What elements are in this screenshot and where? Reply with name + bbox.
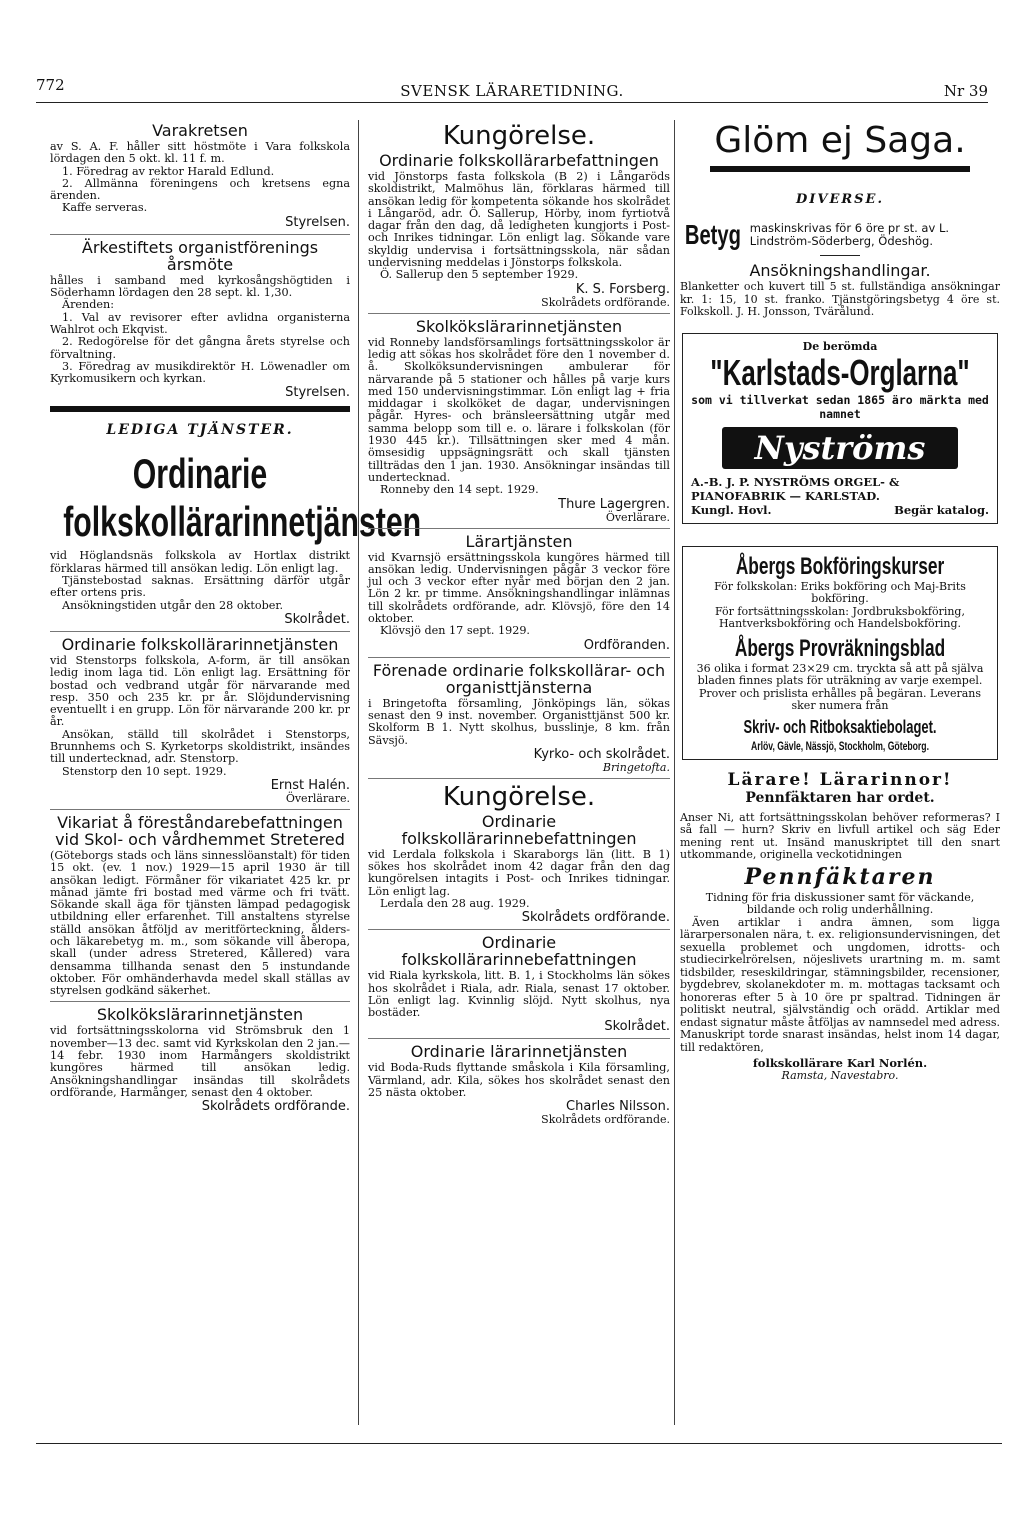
text: Ö. Sallerup den 5 september 1929.	[380, 268, 579, 282]
text: Anser Ni, att fortsättningsskolan behöver reformeras? I så fall — hurn? Skriv en livfull artikel och säg Eder mening rent ut. Insänd manuskriptet till den snart utkommande, originella veckotidningen	[680, 810, 1000, 861]
signature: Charles Nilsson.	[566, 1099, 670, 1115]
rule	[820, 255, 860, 256]
text: Blanketter och kuvert till 5 st. fullständiga ansökningar kr. 1: 15, 10 st. franko. Tjänstgöringsbetyg 4 öre st. Folkskoll. J. H. Jonsson, Tvärålund.	[680, 280, 1000, 318]
notice-bodaruds	[368, 1043, 670, 1126]
text: vid Lerdala folkskola i Skaraborgs län (litt. B 1) sökes hos skolrådet inom 42 dagar från den dag kungörelsen intagits i Post- och Inrikes tidningar. Lön enligt lag.	[368, 847, 670, 898]
subheading: Ordinarie folkskollärarbefattningen	[379, 151, 659, 170]
subheading: Ordinarie folkskollärarinnebefattningen	[401, 811, 637, 848]
text: 2. Redogörelse för det gångna årets styrelse och förvaltning.	[50, 335, 350, 361]
heading: Kungörelse.	[442, 781, 596, 812]
text: A.-B. J. P. NYSTRÖMS ORGEL- & PIANOFABRIK — KARLSTAD.	[691, 474, 900, 503]
text: vid Ronneby landsförsamlings fortsättningsskolor är ledig att sökas hos skolrådet före den 1 november d. å. Skolköksundervisningen ambulerar för närvarande på 5 stationer och hålles på varje kurs med 150 undervisningstimmar. Lön enligt lag + fria middagar i skolköket de dagar, undervisningen pågår. Hyres- och bränsleersättning utgår med samma belopp som till e. o. lärare i folkskolan (för 1930 445 kr.). Tillsättningen sker med 4 mån. ömsesidig uppsägningsrätt och skall tjänsten tillträdas den 1 jan. 1930. Ansökningar insändas till undertecknad.	[368, 335, 670, 484]
heading: Förenade ordinarie folkskollärar- och organisttjänsterna	[372, 660, 666, 697]
issue-number: Nr 39	[943, 82, 988, 100]
text: De berömda	[802, 339, 878, 353]
signature: Ordföranden.	[583, 637, 670, 653]
heading: Åbergs Bokföringskurser	[735, 552, 945, 580]
signature: folkskollärare Karl Norlén.	[752, 1056, 928, 1070]
signature: Skolrådet.	[604, 1019, 670, 1035]
text: vid Jönstorps fasta folkskola (B 2) i Långaröds skoldistrikt, Malmöhus län, förklaras härmed till ansökan ledig för kompetenta sökande hos skolrådet i Långaröd, adr. Ö. Sallerup, Hörby, inom fyrtiotvå dagar från den dag, då ledigheten kungjorts i Post- och Inrikes tidningar. Lön enligt lag. Sökande vare skyldig undervisa i fortsättningsskola, när sådan undervisning meddelas i Jönstorps folkskola.	[368, 170, 670, 270]
text: Kaffe serveras.	[62, 201, 148, 215]
heading: Ordinarie folkskollärarinnetjänsten	[61, 634, 339, 654]
notice-bringetofta	[368, 662, 670, 779]
text: Prover och prislista erhålles på begäran. Leverans sker numera från	[698, 686, 982, 712]
text: hålles i samband med kyrkosångshögtiden i Söderhamn lördagen den 28 sept. kl. 1,30.	[50, 273, 350, 300]
text: Ärenden:	[62, 298, 115, 312]
signature: K. S. Forsberg.	[575, 281, 670, 297]
text: För fortsättningsskolan: Jordbruksbokföring, Hantverksbokföring och Handelsbokföring.	[715, 604, 965, 630]
heading: Pennfäktaren har ordet.	[745, 789, 935, 806]
heading: Varakretsen	[152, 121, 248, 140]
text: vid fortsättningsskolorna vid Strömsbruk den 1 november—13 dec. samt vid Kyrkskolan den 2 jan.—14 febr. 1930 inom Harmångers skoldistrikt kungöres härmed till ansökan ledig. Ansökningshandlingar insändas till skolrådets ordförande, Harmånger, senast den 4 oktober.	[50, 1024, 350, 1099]
notice-varakretsen	[50, 122, 350, 235]
heading: Skolkökslärarinnetjänsten	[415, 316, 623, 336]
notice-kvarnsjo	[368, 533, 670, 658]
text: Lerdala den 28 aug. 1929.	[380, 896, 530, 910]
section-rule	[50, 406, 350, 412]
notice-hogland	[50, 450, 422, 631]
heading: Åbergs Provräkningsblad	[734, 634, 946, 662]
column-1	[50, 120, 422, 1115]
signature-place: Ramsta, Navestabro.	[781, 1069, 899, 1082]
text: som vi tillverkat sedan 1865 äro märkta med namnet	[691, 392, 989, 421]
orgel-name: "Karlstads-Orglarna"	[710, 351, 970, 393]
saga-ad: Glöm ej Saga.	[714, 120, 966, 161]
text: av S. A. F. håller sitt höstmöte i Vara folkskola lördagen den 5 okt. kl. 11 f. m.	[50, 140, 350, 166]
signature: Skolrådets ordförande.	[201, 1099, 350, 1115]
signature: Kyrko- och skolrådet.	[533, 746, 670, 762]
text: Begär katalog.	[894, 502, 989, 517]
text: vid Stenstorps folkskola, A-form, är till ansökan ledig inom laga tid. Lön enligt lag. Ersättning för bostad och vedbrand utgår för närvarande med resp. 350 och 235 kr. pr år. Slöjdundervisning eventuellt i en grupp. Lön för närvarande 200 kr. pr år.	[50, 653, 350, 729]
column-3	[680, 120, 1000, 1082]
text: vid Riala kyrkskola, litt. B. 1, i Stockholms län sökes hos skolrådet i Riala, adr. Riala, senast 17 oktober. Lön enligt lag. Kvinnlig slöjd. Nytt skolhus, nya bostäder.	[368, 969, 670, 1020]
notice-stretered	[50, 814, 350, 1003]
heading: Lärartjänsten	[465, 531, 573, 551]
page-number: 772	[36, 76, 65, 94]
text: vid Boda-Ruds flyttande småskola i Kila församling, Värmland, adr. Kila, sökes hos skolrådet senast den 25 nästa oktober.	[368, 1061, 670, 1100]
text: Arlöv, Gävle, Nässjö, Stockholm, Göteborg.	[751, 738, 929, 753]
notice-stenstorp	[50, 636, 350, 810]
page-header	[36, 76, 988, 103]
section-title: LEDIGA TJÄNSTER.	[106, 422, 294, 439]
betyg-ad	[680, 221, 1000, 249]
heading: Kungörelse.	[442, 121, 596, 151]
signature-place: Bringetofta.	[602, 760, 670, 774]
text: 3. Föredrag av musikdirektör H. Löwenadler om Kyrkomusikern och kyrkan.	[50, 359, 350, 386]
text: vid Kvarnsjö ersättningsskola kungöres härmed till ansökan ledig. Undervisningen pågår 3 veckor före jul och 3 veckor efter nyår med början den 2 jan. Lön 2 kr. pr timme. Ansökningshandlingar inlämnas till skolrådets ordförande, adr. Klövsjö, före den 14 oktober.	[368, 550, 670, 626]
rule	[710, 166, 970, 172]
signature-title: Överlärare.	[285, 791, 350, 805]
pennfaktaren-ad	[680, 770, 1000, 1083]
notice-arkestiftet	[50, 239, 350, 401]
text: Stenstorp den 10 sept. 1929.	[62, 764, 227, 778]
text: vid Höglandsnäs folkskola av Hortlax distrikt förklaras härmed till ansökan ledig. Lön enligt lag.	[50, 549, 350, 575]
notice-jonstorp	[368, 122, 670, 314]
text: Även artiklar i andra ämnen, som ligga lärarpersonalen nära, t. ex. religionsundervisningen, det sexuella problemet och ungdomen, idrotts- och studiecirkelrörelsen, nöjeslivets urartning m. m. samt tidsbilder, reseskildringar, stämningsbilder, recensioner, bygdebrev, skolanekdoter m. m. mottagas tacksamt och honoreras efter 5 à 10 öre pr spaltrad. Tidningen är politiskt neutral, självständig och orädd. Artiklar med endast signatur måste åtföljas av namnsedel med adress. Manuskript torde snarast insändas, helst inom 14 dagar, till redaktören,	[680, 915, 1001, 1054]
signature-title: Skolrådets ordförande.	[541, 1113, 670, 1127]
text: Tidning för fria diskussioner samt för väckande, bildande och rolig underhållning.	[705, 890, 975, 916]
nystroms-logo: Nyströms	[722, 427, 958, 469]
signature-title: Överlärare.	[605, 510, 670, 524]
text: Ansökan, ställd till skolrådet i Stenstorps, Brunnhems och S. Kyrketorps skoldistrikt, insändes till undertecknad, adr. Stenstorp.	[50, 727, 350, 766]
betyg-text: maskinskrivas för 6 öre pr st. av L. Lindström-Söderberg, Ödeshög.	[749, 221, 950, 248]
pennfaktaren-logo: Pennfäktaren	[744, 863, 936, 890]
heading: Ordinarie folkskollärarinnebefattningen	[401, 933, 637, 970]
text: 1. Föredrag av rektor Harald Edlund.	[62, 164, 275, 178]
text: (Göteborgs stads och läns sinnesslöanstalt) för tiden 15 okt. (ev. 1 nov.) 1929—15 april 1930 är till ansökan ledigt. Förmåner för vikariatet 425 kr. pr månad jämte fri bostad med värme och fri tvätt. Sökande skall äga för tjänsten lämpad pedagogisk utbildning eller erfarenhet. Till anstaltens styrelse ställd ansökan åtföljd av meritförteckning, ålders- och läkarebetyg m. m., som sökande vill åberopa, skall (under adress Stretered, Kållered) vara densamma tillhanda senast den 5 instundande oktober. För omhänderhavda medel skall ställas av styrelsen godkänd säkerhet.	[50, 848, 350, 998]
signature: Thure Lagergren.	[558, 496, 670, 512]
signature: Skolrådets ordförande.	[521, 910, 670, 926]
notice-riala	[368, 934, 670, 1039]
text: Klövsjö den 17 sept. 1929.	[380, 624, 530, 638]
heading: Ordinarie lärarinnetjänsten	[410, 1042, 628, 1062]
heading: Skriv- och Ritboksaktiebolaget.	[743, 716, 937, 737]
text: 36 olika i format 23×29 cm. tryckta så att på själva bladen finnes plats för uträkning av varje exempel.	[696, 661, 984, 687]
heading: Vikariat å föreståndarebefattningen vid Skol- och vårdhemmet Stretered	[55, 812, 345, 849]
text: För folkskolan: Eriks bokföring och Maj-Brits bokföring.	[714, 579, 966, 605]
orgel-ad	[682, 333, 998, 524]
signature: Skolrådet.	[284, 611, 350, 627]
text: Tjänstebostad saknas. Ersättning därför utgår efter ortens pris.	[50, 574, 350, 600]
newspaper-title: SVENSK LÄRARETIDNING.	[400, 82, 624, 100]
heading: Skolkökslärarinnetjänsten	[96, 1005, 304, 1025]
heading: Ansökningshandlingar.	[749, 261, 931, 280]
notice-lerdala	[368, 783, 670, 930]
text: Ansökningstiden utgår den 28 oktober.	[62, 598, 284, 612]
text: i Bringetofta församling, Jönköpings län, sökas senast den 9 inst. november. Organisttjänst 500 kr. Skolform B 1. Nytt skolhus, busslinje, 8 km. från Sävsjö.	[368, 696, 670, 747]
text: 1. Val av revisorer efter avlidna organisterna Wahlrot och Ekqvist.	[50, 310, 350, 336]
aberg-ad	[682, 546, 998, 760]
text: 2. Allmänna föreningens och kretsens egna ärenden.	[50, 176, 350, 203]
text: Ronneby den 14 sept. 1929.	[380, 483, 539, 497]
heading: Lärare! Lärarinnor!	[727, 769, 953, 790]
bottom-rule	[36, 1443, 1002, 1444]
diverse-title: DIVERSE.	[796, 192, 884, 207]
text: Kungl. Hovl.	[691, 502, 772, 517]
signature-title: Skolrådets ordförande.	[541, 295, 670, 309]
signature: Ernst Halén.	[270, 777, 350, 793]
notice-stromsbruk	[50, 1006, 350, 1114]
text	[691, 503, 989, 517]
column-rule-1	[358, 120, 359, 1425]
column-2	[368, 120, 670, 1126]
heading: Ärkestiftets organistförenings årsmöte	[81, 237, 319, 274]
signature: Styrelsen.	[285, 385, 350, 401]
notice-ronneby	[368, 318, 670, 529]
heading: Ordinarie folkskollärarinnetjänsten	[63, 450, 422, 546]
signature: Styrelsen.	[285, 214, 350, 230]
column-rule-2	[674, 120, 675, 1425]
betyg-word: Betyg	[684, 219, 741, 250]
